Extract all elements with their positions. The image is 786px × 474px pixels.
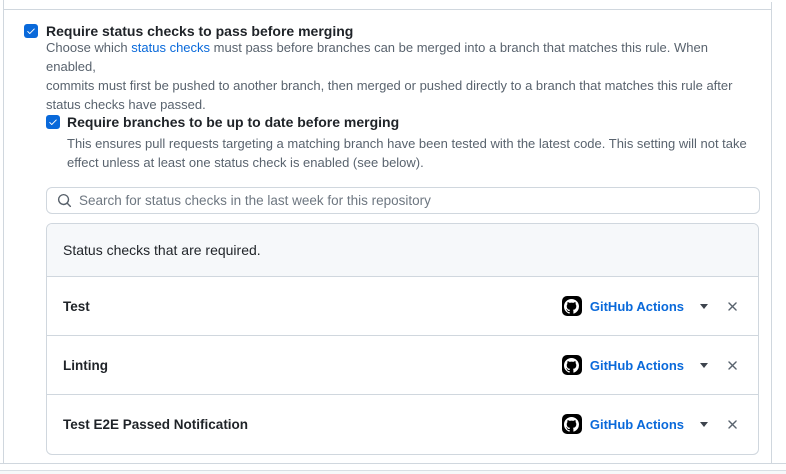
- description-text: Choose which: [46, 40, 132, 55]
- github-actions-link[interactable]: GitHub Actions: [589, 416, 684, 432]
- remove-status-check-button[interactable]: [724, 357, 740, 373]
- github-mark-icon: [564, 417, 579, 432]
- checkmark-icon: [48, 117, 58, 127]
- search-icon: [57, 193, 72, 208]
- require-up-to-date-label[interactable]: Require branches to be up to date before merging: [67, 114, 400, 130]
- remove-status-check-button[interactable]: [724, 298, 740, 314]
- github-actions-link[interactable]: GitHub Actions: [589, 357, 684, 373]
- github-actions-link[interactable]: GitHub Actions: [589, 298, 684, 314]
- status-check-search: [46, 187, 760, 214]
- search-input[interactable]: [79, 193, 749, 208]
- status-check-name: Test E2E Passed Notification: [63, 416, 249, 432]
- section-top-divider: [3, 9, 772, 10]
- close-icon: [725, 417, 740, 432]
- panel-header: Status checks that are required.: [47, 224, 758, 277]
- status-checks-link[interactable]: status checks: [131, 40, 211, 55]
- chevron-down-icon[interactable]: [700, 363, 708, 368]
- require-status-checks-checkbox[interactable]: [24, 24, 38, 38]
- description-line-2: effect unless at least one status check is enabled (see below).: [67, 155, 424, 170]
- status-check-name: Test: [63, 298, 90, 314]
- github-actions-avatar: [562, 296, 582, 316]
- status-check-controls: [562, 414, 740, 434]
- chevron-down-icon[interactable]: [700, 422, 708, 427]
- close-icon: [725, 299, 740, 314]
- github-mark-icon: [564, 358, 579, 373]
- status-check-name: Linting: [63, 357, 108, 373]
- status-check-row: [47, 336, 758, 395]
- status-check-controls: [562, 296, 740, 316]
- card-right-border: [771, 2, 772, 463]
- bottom-divider: [0, 463, 786, 464]
- description-line-1: [46, 38, 756, 76]
- require-up-to-date-checkbox[interactable]: [46, 115, 60, 129]
- require-status-checks-label[interactable]: Require status checks to pass before merging: [46, 23, 354, 39]
- description-line-3: status checks have passed.: [46, 97, 206, 112]
- chevron-down-icon[interactable]: [700, 304, 708, 309]
- github-actions-avatar: [562, 414, 582, 434]
- close-icon: [725, 358, 740, 373]
- github-mark-icon: [564, 299, 579, 314]
- github-actions-avatar: [562, 355, 582, 375]
- checkmark-icon: [26, 26, 36, 36]
- require-status-checks-description: [46, 38, 756, 114]
- status-check-row: [47, 395, 758, 453]
- require-up-to-date-description: [67, 134, 757, 172]
- remove-status-check-button[interactable]: [724, 416, 740, 432]
- description-line-1: This ensures pull requests targeting a matching branch have been tested with the latest code. This setting will not take: [67, 136, 747, 151]
- status-check-controls: [562, 355, 740, 375]
- description-text: must pass before branches can be merged into a branch that matches this rule. When enabled,: [46, 40, 708, 74]
- card-left-border: [3, 0, 4, 463]
- description-line-2: commits must first be pushed to another branch, then merged or pushed directly to a branch that matches this rule after: [46, 78, 733, 93]
- required-status-checks-panel: [46, 223, 759, 455]
- status-check-row: [47, 277, 758, 336]
